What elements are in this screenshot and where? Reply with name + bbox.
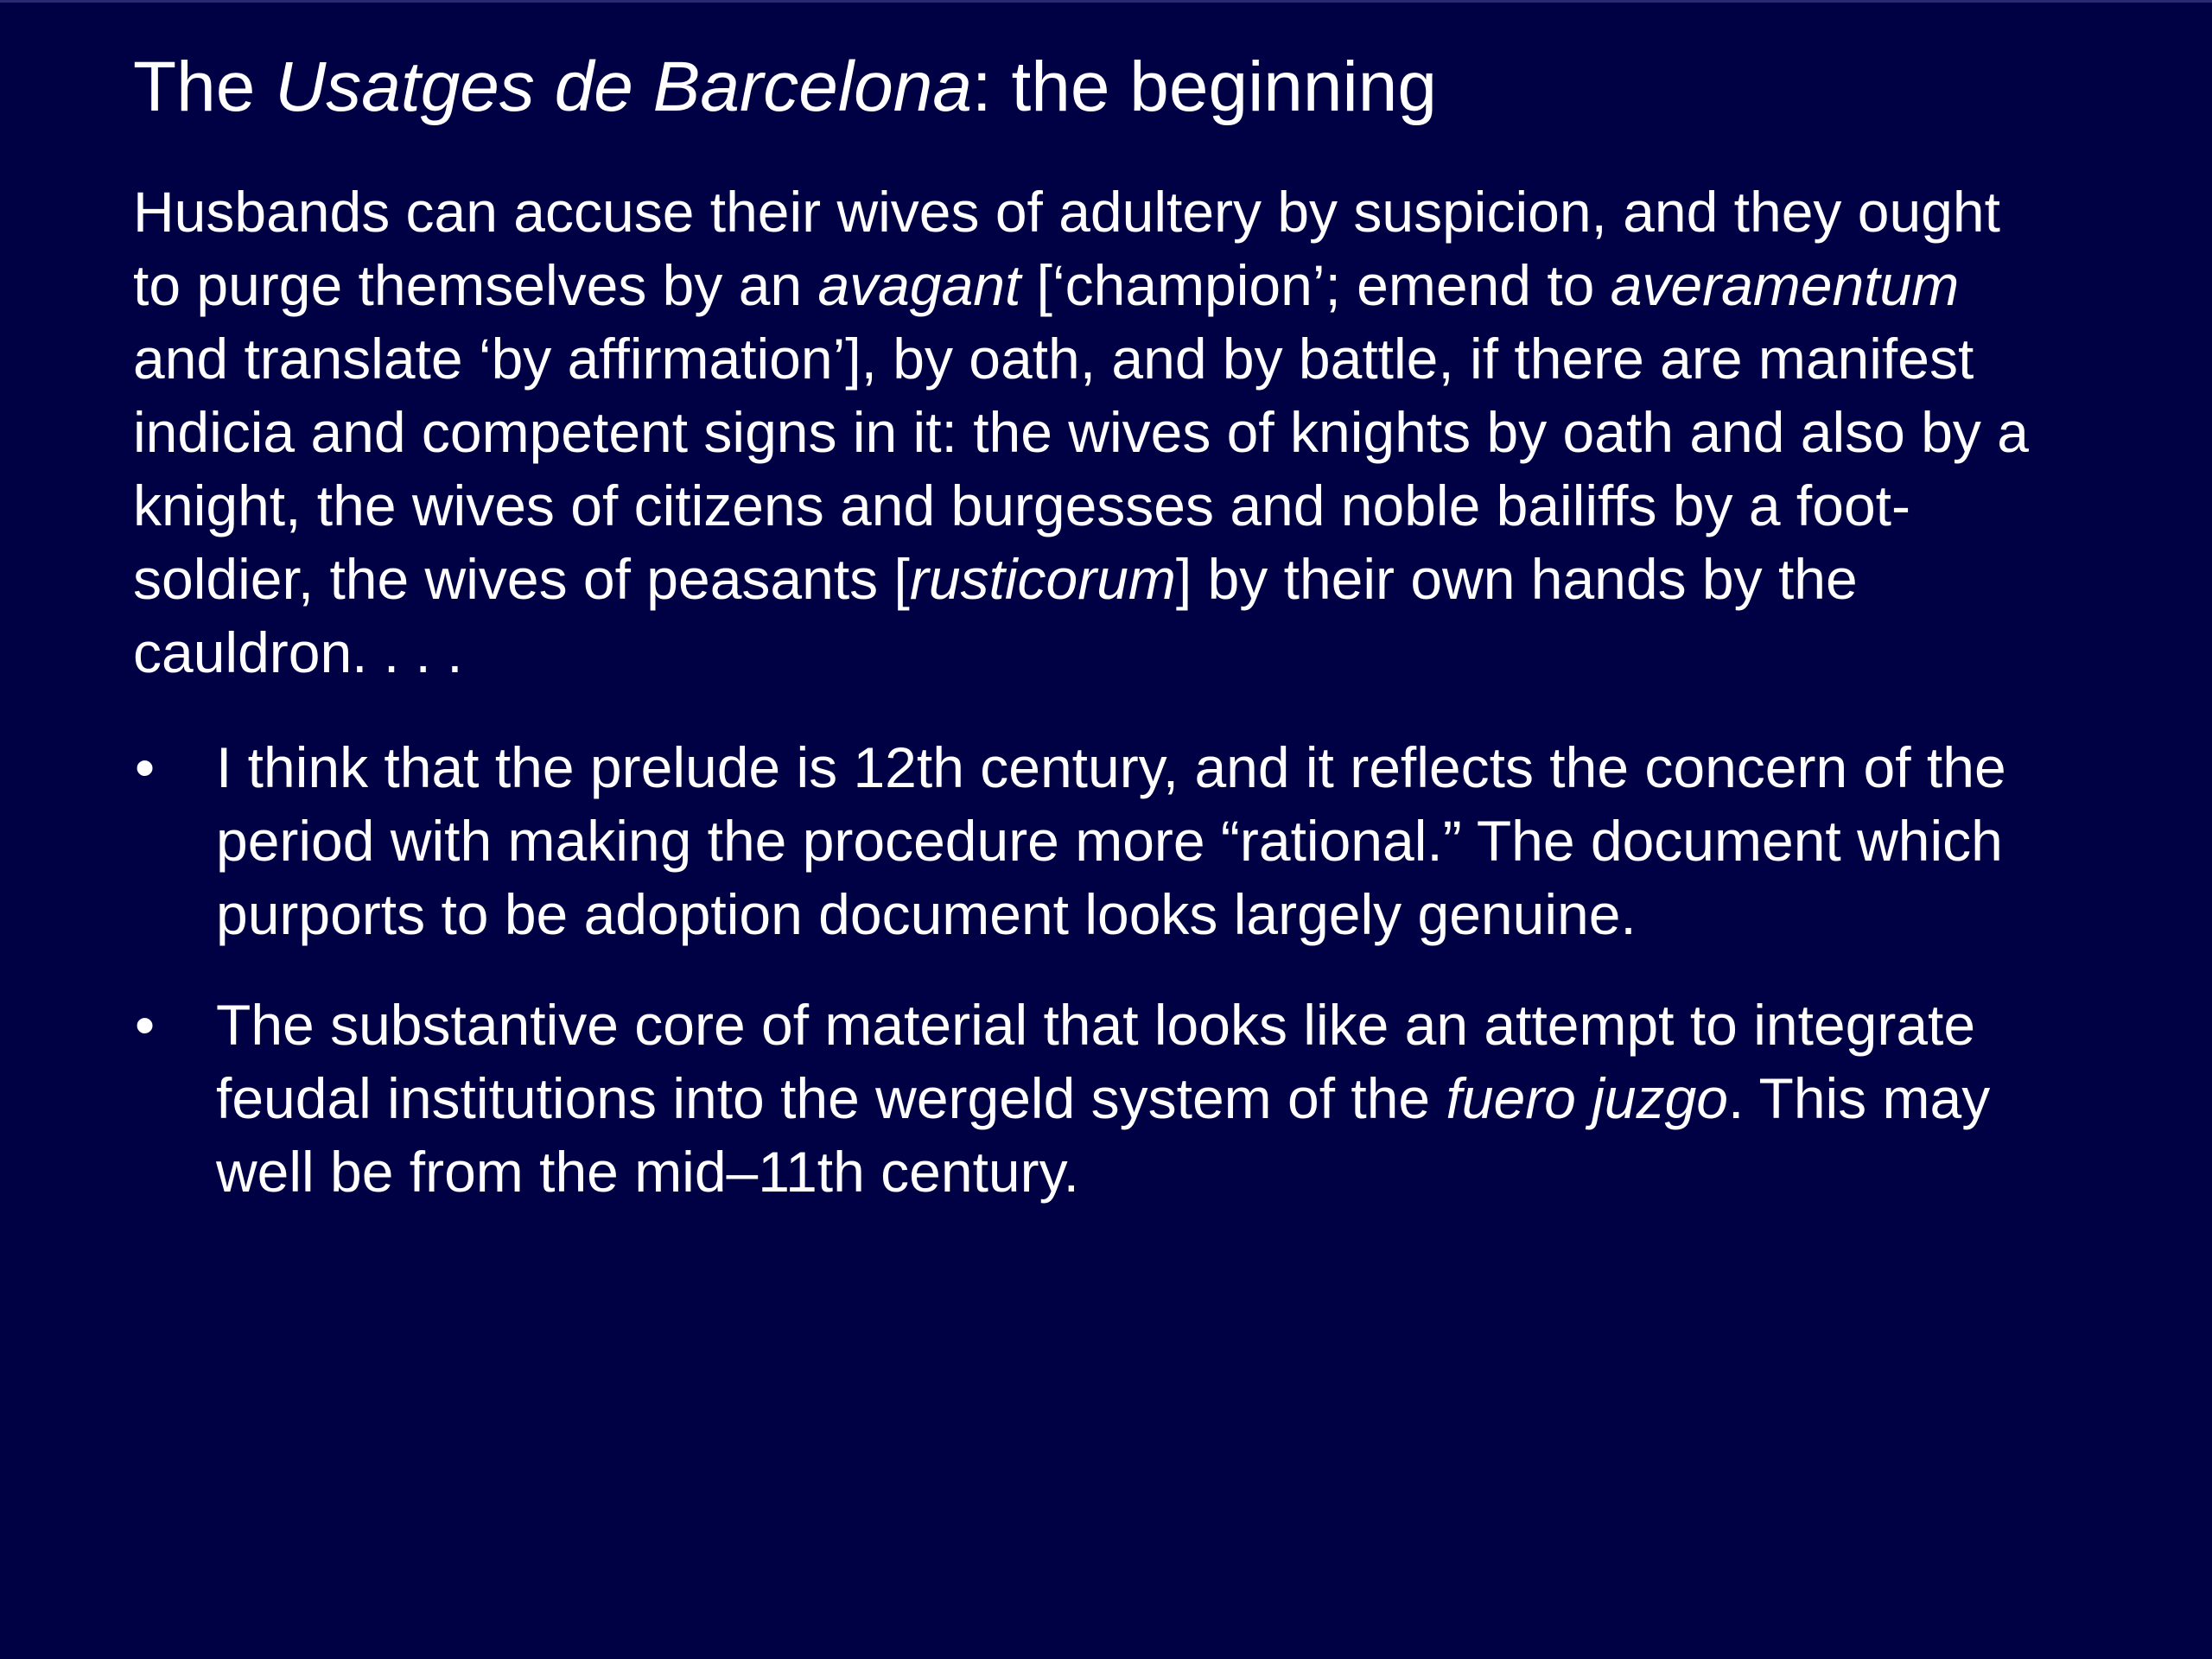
quoted-passage xyxy=(133,175,2190,690)
slide-top-border xyxy=(0,0,2212,3)
quote-line: indicia and competent signs in it: the wives of knights by oath and also by a xyxy=(133,400,2029,464)
bullet-text: feudal institutions into the wergeld system of the xyxy=(216,1066,1446,1130)
bullet-line: I think that the prelude is 12th century, and it reflects the concern of the xyxy=(216,735,2006,799)
quote-line: cauldron. . . . xyxy=(133,620,463,684)
quote-text: [‘champion’; emend to xyxy=(1020,253,1611,317)
quote-text: ] by their own hands by the xyxy=(1175,547,1858,611)
bullet-italic-term: fuero juzgo xyxy=(1446,1066,1729,1130)
bullet-item xyxy=(133,731,2190,951)
bullet-line: The substantive core of material that looks like an attempt to integrate xyxy=(216,993,1976,1057)
bullet-list xyxy=(133,731,2190,1209)
quote-italic-term: averamentum xyxy=(1610,253,1960,317)
quote-line xyxy=(133,249,2190,322)
slide-title-prefix: The xyxy=(133,48,276,126)
quote-italic-term: rusticorum xyxy=(909,547,1176,611)
bullet-item xyxy=(133,988,2190,1209)
quote-line: and translate ‘by affirmation’], by oath, and by battle, if there are manifest xyxy=(133,327,1974,391)
quote-italic-term: avagant xyxy=(817,253,1021,317)
bullet-marker: • xyxy=(135,993,156,1057)
bullet-line: period with making the procedure more “rational.” The document which xyxy=(216,809,2003,873)
bullet-line xyxy=(216,1062,2190,1135)
quote-line xyxy=(133,543,2190,616)
bullet-line: purports to be adoption document looks largely genuine. xyxy=(216,882,1637,946)
quote-text: to purge themselves by an xyxy=(133,253,818,317)
slide-title xyxy=(133,45,1437,130)
bullet-text: . This may xyxy=(1728,1066,1991,1130)
quote-line: Husbands can accuse their wives of adultery by suspicion, and they ought xyxy=(133,180,2000,244)
slide-title-suffix: : the beginning xyxy=(971,48,1437,126)
bullet-marker: • xyxy=(135,735,156,799)
slide-title-italic: Usatges de Barcelona xyxy=(275,48,972,126)
bullet-line: well be from the mid–11th century. xyxy=(216,1140,1080,1204)
quote-text: soldier, the wives of peasants [ xyxy=(133,547,910,611)
quote-line: knight, the wives of citizens and burgesses and noble bailiffs by a foot- xyxy=(133,474,1910,537)
